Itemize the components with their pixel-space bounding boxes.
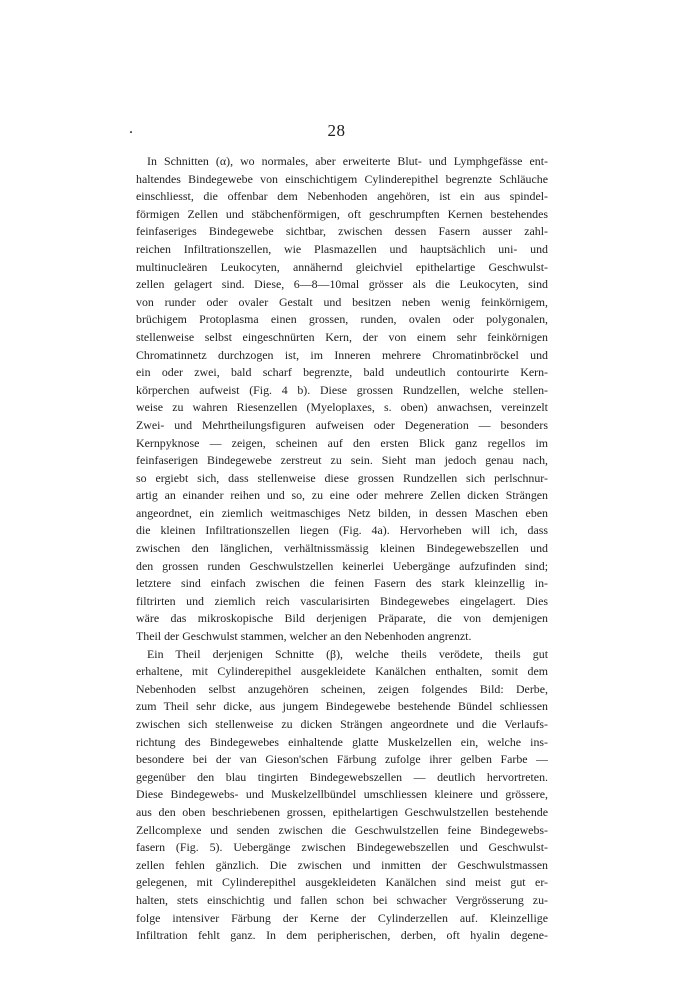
text-line: ein oder zwei, bald scharf begrenzte, bald undeutlich contourirte Kern- <box>136 365 548 380</box>
text-line: filtrirten und ziemlich reich vascularisirten Bindegewebes eingelagert. Dies <box>136 593 548 608</box>
text-line: körperchen aufweist (Fig. 4 b). Diese grossen Rundzellen, welche stellen- <box>136 382 548 397</box>
text-line: förmigen Zellen und stäbchenförmigen, oft geschrumpften Kernen bestehendes <box>136 206 548 221</box>
text-line: die kleinen Infiltrationszellen liegen (Fig. 4a). Hervorheben will ich, dass <box>136 523 548 538</box>
body-text <box>136 153 548 945</box>
text-line: feinfaseriges Bindegewebe sichtbar, zwischen dessen Fasern ausser zahl- <box>136 224 548 239</box>
text-line: Theil der Geschwulst stammen, welcher an den Nebenhoden angrenzt. <box>136 629 472 644</box>
text-line: einschliesst, die offenbar dem Nebenhoden angehören, ist ein aus spindel- <box>136 189 548 204</box>
text-line: stellenweise selbst eingeschnürten Kern, der von einem sehr feinkörnigen <box>136 329 548 344</box>
text-line: zum Theil sehr dicke, aus jungem Bindegewebe bestehende Bündel schliessen <box>136 699 548 714</box>
text-line: multinucleären Leukocyten, annähernd gleichviel epithelartige Geschwulst- <box>136 259 548 274</box>
text-line: zellen gelagert sind. Diese, 6—8—10mal grösser als die Leukocyten, sind <box>136 277 548 292</box>
text-line: reichen Infiltrationszellen, wie Plasmazellen und hauptsächlich uni- und <box>136 241 548 256</box>
text-line: Ein Theil derjenigen Schnitte (β), welche theils verödete, theils gut <box>147 646 548 661</box>
text-line: artig an einander reihen und so, zu eine oder mehrere Zellen dicken Strängen <box>136 488 548 503</box>
stray-mark: . <box>129 120 133 137</box>
text-line: fasern (Fig. 5). Uebergänge zwischen Bindegewebszellen und Geschwulst- <box>136 840 548 855</box>
text-line: besondere bei der van Gieson'schen Färbung zufolge ihrer gelben Farbe — <box>136 752 548 767</box>
text-line: gegenüber den blau tingirten Bindegewebszellen — deutlich hervortreten. <box>136 769 548 784</box>
text-line: In Schnitten (α), wo normales, aber erweiterte Blut- und Lymphgefässe ent- <box>147 154 548 168</box>
text-line: zwischen sich stellenweise zu dicken Strängen angeordnete und die Verlaufs- <box>136 717 548 731</box>
text-line: folge intensiver Färbung der Kerne der Cylinderzellen auf. Kleinzellige <box>136 910 548 925</box>
text-line: Nebenhoden selbst anzugehören scheinen, zeigen folgendes Bild: Derbe, <box>136 681 548 696</box>
text-line: von runder oder ovaler Gestalt und besitzen neben wenig feinkörnigem, <box>136 294 548 309</box>
text-line: zellen fehlen gänzlich. Die zwischen und inmitten der Geschwulstmassen <box>136 857 548 872</box>
text-line: haltendes Bindegewebe von einschichtigem Cylinderepithel begrenzte Schläuche <box>136 171 548 186</box>
text-line: Infiltration fehlt ganz. In dem peripherischen, derben, oft hyalin degene- <box>136 928 548 943</box>
text-line: brüchigem Protoplasma einen grossen, runden, ovalen oder polygonalen, <box>136 312 548 327</box>
text-line: halten, stets einschichtig und fallen schon bei schwacher Vergrösserung zu- <box>136 892 548 907</box>
text-line: angeordnet, ein ziemlich weitmaschiges Netz bilden, in dessen Maschen eben <box>136 505 548 520</box>
text-line: Chromatinnetz durchzogen ist, im Inneren mehrere Chromatinbröckel und <box>136 347 548 362</box>
text-line: zwischen den länglichen, verhältnissmässig kleinen Bindegewebszellen und <box>136 541 548 556</box>
text-line: erhaltene, mit Cylinderepithel ausgekleidete Kanälchen enthalten, somit dem <box>136 664 548 679</box>
text-line: Kernpyknose — zeigen, scheinen auf den ersten Blick ganz regellos im <box>136 435 548 450</box>
text-line: aus den oben beschriebenen grossen, epithelartigen Geschwulstzellen bestehende <box>136 804 548 819</box>
text-line: feinfaserigen Bindegewebe zerstreut zu sein. Sieht man jedoch genau nach, <box>136 453 548 468</box>
page-number: 28 <box>327 121 346 140</box>
text-line: letztere sind einfach zwischen die feinen Fasern des stark kleinzellig in- <box>136 576 548 591</box>
text-line: Diese Bindegewebs- und Muskelzellbündel umschliessen kleinere und grössere, <box>136 787 548 802</box>
text-line: weise zu wahren Riesenzellen (Myeloplaxes, s. oben) anwachsen, vereinzelt <box>136 400 548 415</box>
text-line: so ergiebt sich, dass stellenweise diese grossen Rundzellen sich perlschnur- <box>136 470 548 485</box>
text-line: den grossen runden Geschwulstzellen keinerlei Uebergänge aufzufinden sind; <box>136 558 548 573</box>
text-line: wäre das mikroskopische Bild derjenigen Präparate, die von demjenigen <box>136 611 548 626</box>
text-line: gelegenen, mit Cylinderepithel ausgekleideten Kanälchen sind meist gut er- <box>136 875 548 890</box>
text-line: Zwei- und Mehrtheilungsfiguren aufweisen oder Degeneration — besonders <box>136 417 548 432</box>
text-line: richtung des Bindegewebes einhaltende glatte Muskelzellen ein, welche ins- <box>136 734 548 749</box>
text-line: Zellcomplexe und senden zwischen die Geschwulstzellen feine Bindegewebs- <box>136 822 548 837</box>
